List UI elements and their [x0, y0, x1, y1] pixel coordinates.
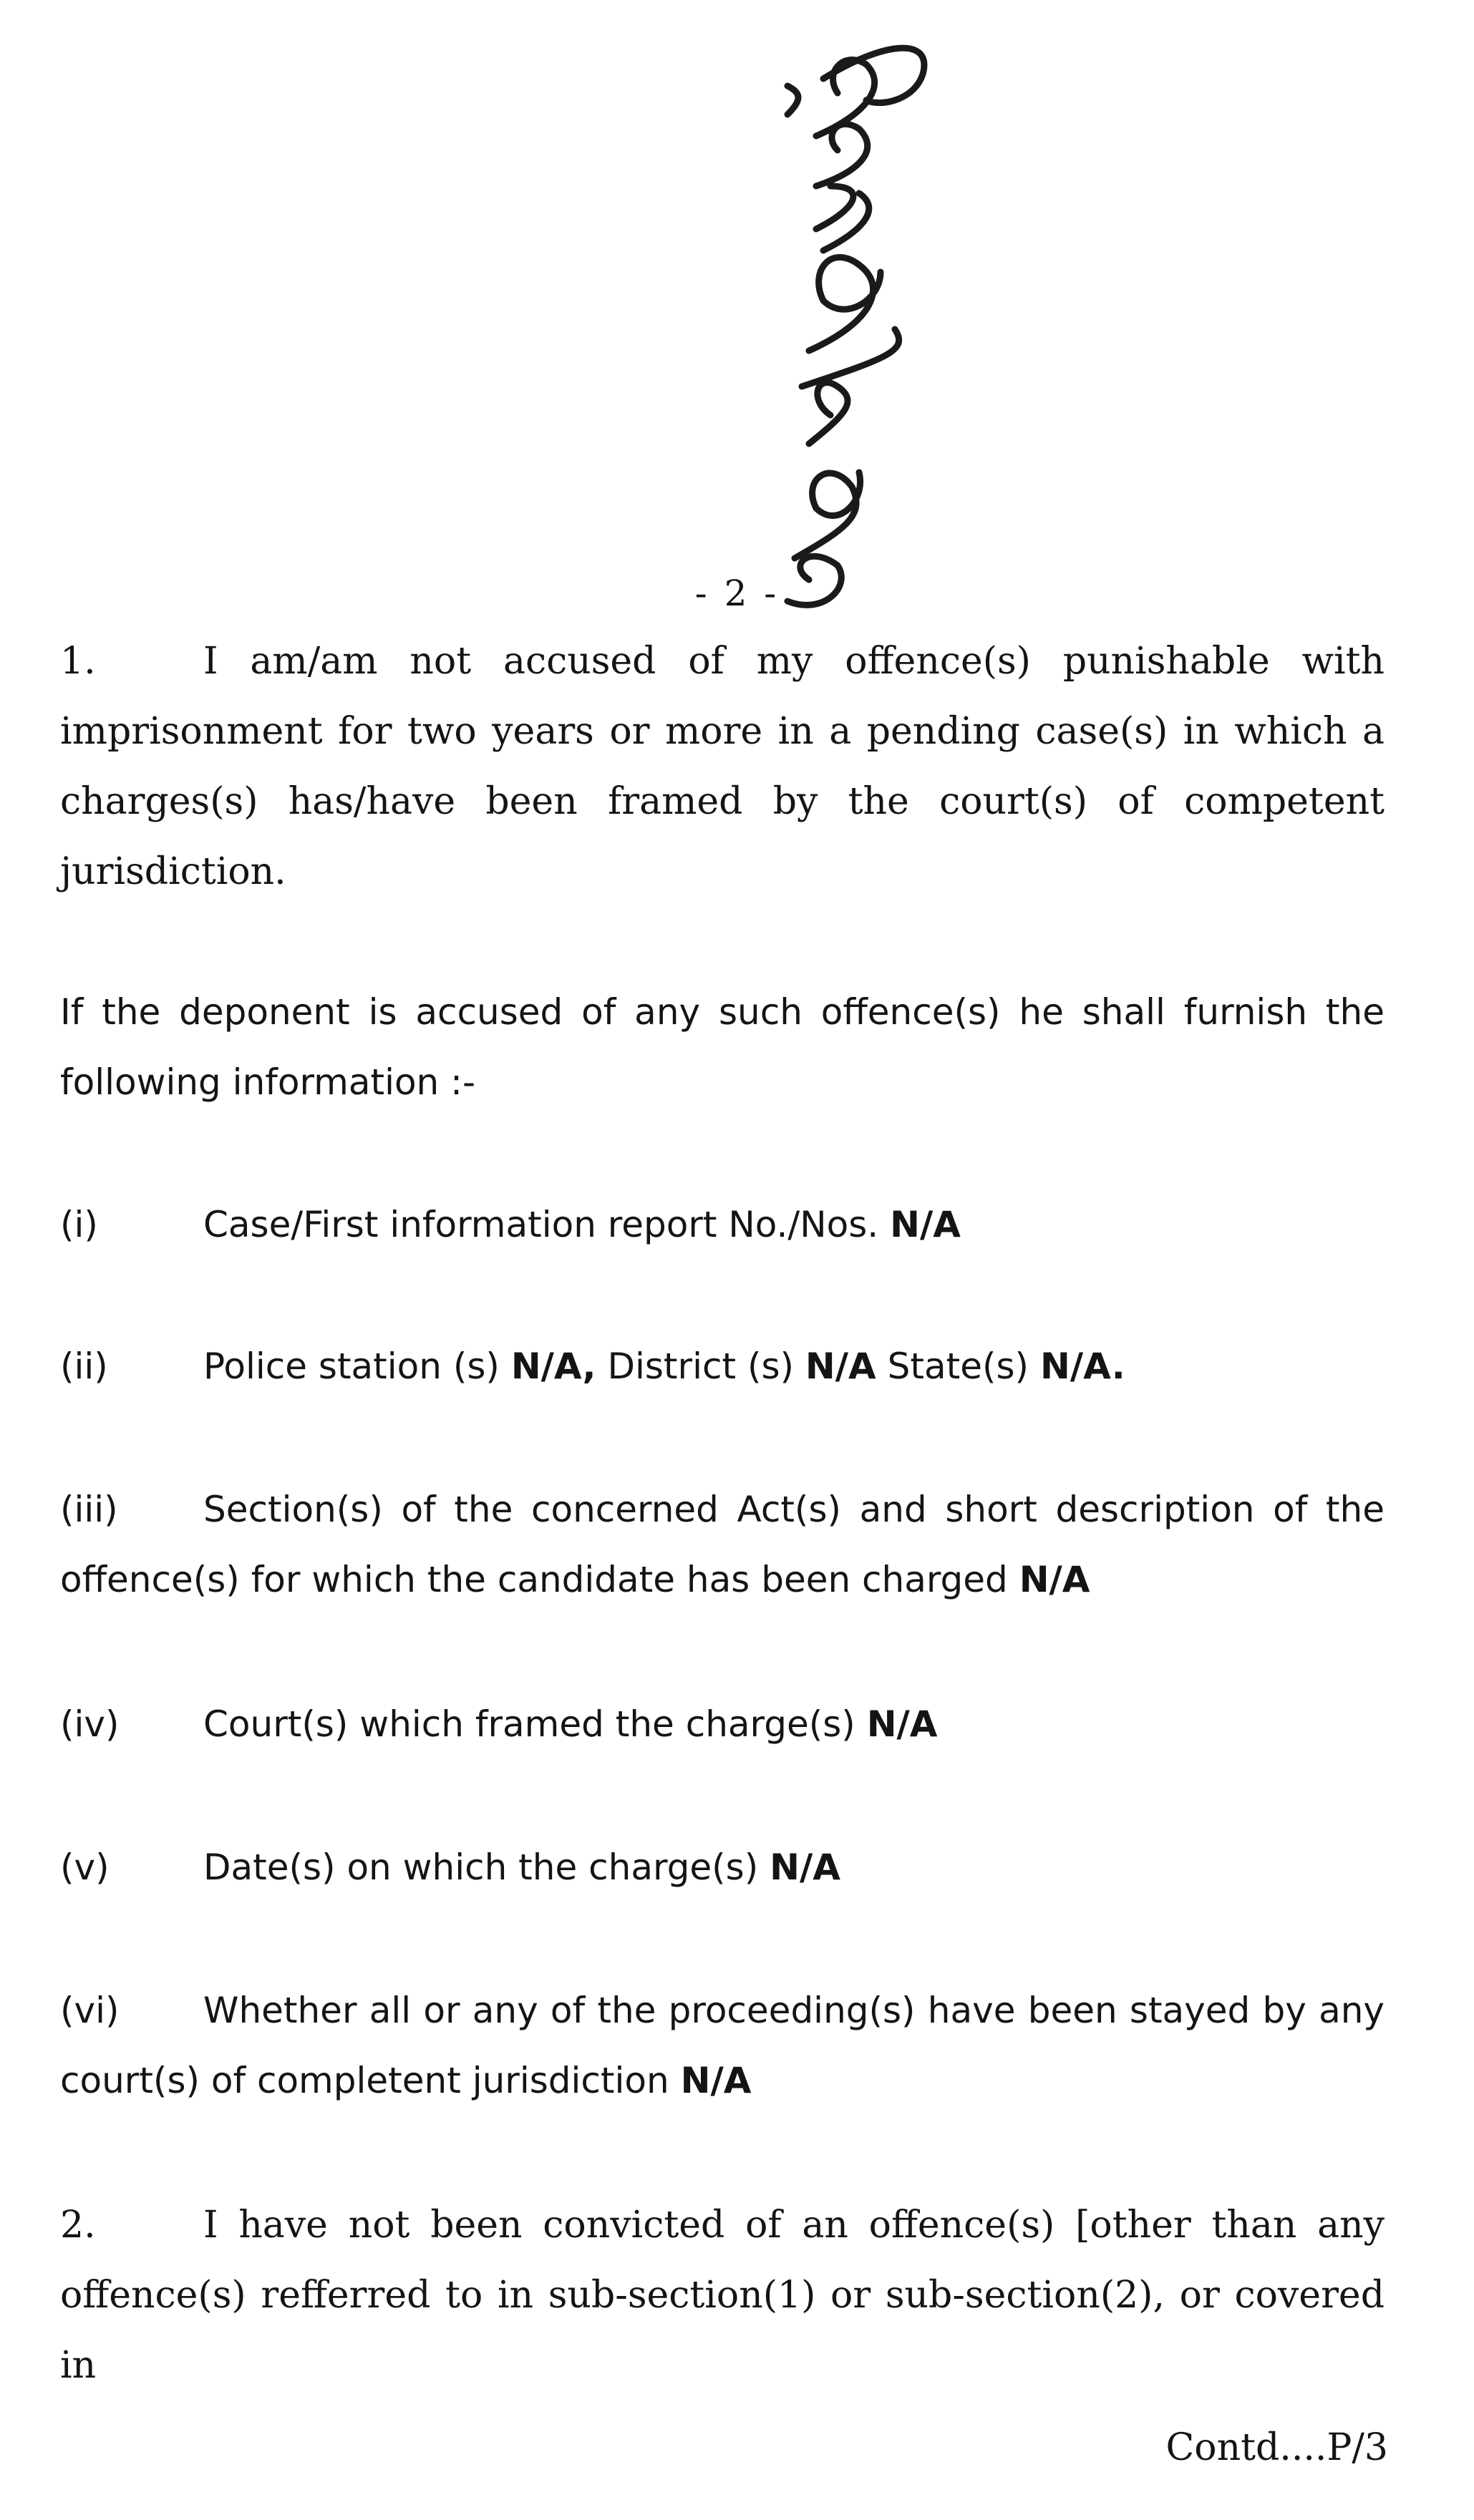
item-iv-value: N/A	[866, 1703, 938, 1745]
item-ii-value-2: N/A	[805, 1346, 876, 1387]
item-iv	[60, 1689, 1385, 1759]
item-iii-value: N/A	[1019, 1559, 1090, 1600]
item-ii-text-1: Police station (s)	[203, 1346, 500, 1387]
item-iii	[60, 1474, 1385, 1615]
paragraph-1-text: I am/am not accused of my offence(s) punishable with imprisonment for two years or more in a pending case(s) in which a charges(s) has/have been framed by the court(s) of competent jurisdiction.	[60, 640, 1385, 893]
item-i-label: (i)	[60, 1204, 98, 1245]
item-ii-value-3: N/A.	[1039, 1346, 1125, 1387]
item-iii-text: Section(s) of the concerned Act(s) and short description of the offence(s) for which the candidate has been charged	[60, 1489, 1385, 1600]
item-ii	[60, 1331, 1385, 1401]
item-iii-label: (iii)	[60, 1489, 118, 1530]
item-ii-text-3: State(s)	[887, 1346, 1029, 1387]
item-ii-value-1: N/A,	[510, 1346, 596, 1387]
item-i	[60, 1190, 1385, 1260]
item-vi-value: N/A	[680, 2060, 752, 2101]
item-v-label: (v)	[60, 1847, 110, 1888]
page-number: - 2 -	[694, 573, 780, 614]
paragraph-2-number: 2.	[60, 2204, 96, 2247]
item-v	[60, 1832, 1385, 1902]
info-intro: If the deponent is accused of any such offence(s) he shall furnish the following information :-	[60, 991, 1385, 1103]
item-iv-text: Court(s) which framed the charge(s)	[203, 1703, 855, 1745]
item-i-text: Case/First information report No./Nos.	[203, 1204, 879, 1245]
paragraph-1	[60, 626, 1385, 907]
item-ii-label: (ii)	[60, 1346, 108, 1387]
handwritten-signature	[745, 14, 959, 630]
item-vi	[60, 1975, 1385, 2116]
item-vi-label: (vi)	[60, 1990, 120, 2031]
item-vi-text: Whether all or any of the proceeding(s) have been stayed by any court(s) of completent jurisdiction	[60, 1990, 1385, 2101]
paragraph-2	[60, 2190, 1385, 2400]
item-v-text: Date(s) on which the charge(s)	[203, 1847, 759, 1888]
item-i-value: N/A	[890, 1204, 961, 1245]
item-v-value: N/A	[770, 1847, 840, 1888]
continued-note: Contd....P/3	[1165, 2426, 1388, 2469]
item-ii-text-2: District (s)	[607, 1346, 795, 1387]
paragraph-2-text: I have not been convicted of an offence(s) [other than any offence(s) refferred to in sub-section(1) or sub-section(2), or covered in	[60, 2204, 1385, 2387]
item-iv-label: (iv)	[60, 1703, 120, 1745]
paragraph-1-number: 1.	[60, 640, 96, 683]
